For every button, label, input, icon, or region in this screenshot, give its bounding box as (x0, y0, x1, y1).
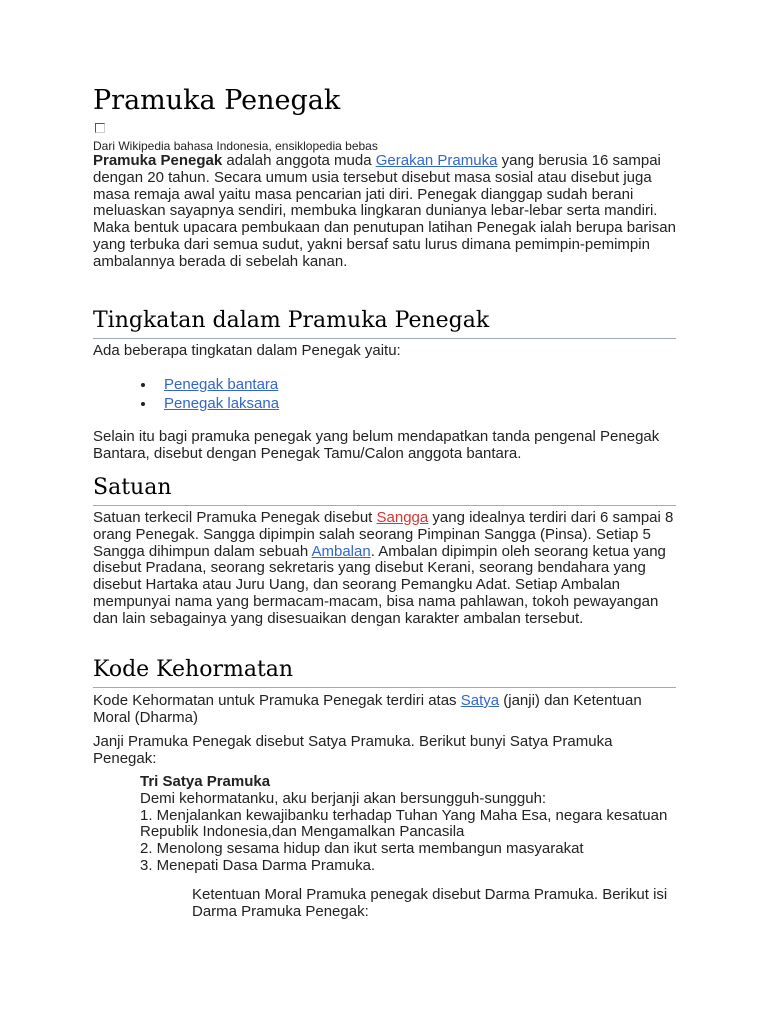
bullet-icon (141, 383, 145, 387)
list-item (93, 375, 279, 394)
darma-intro (192, 887, 676, 921)
satuan-text-cont: yang idealnya terdiri dari 6 sampai 8 orang Penegak. Sangga dipimpin salah seorang Pimpinan Sangga (Pinsa). Setiap 5 Sangga dihimpun dalam sebuah (93, 509, 674, 560)
intro-text-cont: yang berusia 16 sampai dengan 20 tahun. Secara umum usia tersebut disebut masa sosial atau disebut juga masa remaja awal yaitu masa pencarian jati diri. Penegak dianggap sudah berani meluaskan sayapnya sendiri, membuka lingkaran dunianya lebar-lebar serta mandiri. Maka bentuk upacara pembukaan dan penutupan latihan Penegak ialah berupa barisan yang terbuka dari semua sudut, yakni bersaf satu lurus dimana pemimpin-pemimpin ambalannya berada di sebelah kanan. (93, 152, 676, 270)
site-subtitle: Dari Wikipedia bahasa Indonesia, ensiklopedia bebas (93, 139, 378, 153)
tri-satya-line: Demi kehormatanku, aku berjanji akan bersungguh-sungguh: (140, 789, 547, 807)
kode-text-cont: (janji) dan Ketentuan Moral (Dharma) (93, 692, 642, 726)
link-penegak-bantara[interactable]: Penegak bantara (164, 376, 279, 393)
link-sangga[interactable]: Sangga (376, 509, 429, 526)
bullet-icon (141, 402, 145, 406)
section-heading-tingkatan: Tingkatan dalam Pramuka Penegak (93, 307, 676, 339)
intro-paragraph (93, 153, 676, 271)
link-ambalan[interactable]: Ambalan (311, 542, 371, 560)
intro-text: adalah anggota muda (222, 152, 376, 169)
link-penegak-laksana[interactable]: Penegak laksana (164, 395, 280, 412)
satuan-paragraph (93, 510, 676, 628)
tri-satya-line: 1. Menjalankan kewajibanku terhadap Tuhan Yang Maha Esa, negara kesatuan Republik Indonesia,dan Mengamalkan Pancasila (140, 806, 668, 841)
kode-paragraph-2-text: Janji Pramuka Penegak disebut Satya Pramuka. Berikut bunyi Satya Pramuka Penegak: (93, 733, 613, 767)
kode-paragraph-2 (93, 734, 676, 768)
tri-satya-line: 3. Menepati Dasa Darma Pramuka. (140, 856, 376, 874)
tri-satya-block (140, 774, 676, 875)
kode-text: Kode Kehormatan untuk Pramuka Penegak terdiri atas (93, 692, 461, 709)
satuan-text: Satuan terkecil Pramuka Penegak disebut (93, 509, 377, 526)
image-placeholder-icon (95, 123, 105, 133)
page-title: Pramuka Penegak (93, 85, 341, 116)
kode-paragraph-1 (93, 693, 676, 727)
tri-satya-title: Tri Satya Pramuka (140, 773, 271, 790)
satuan-text-end: . Ambalan dipimpin oleh seorang ketua yang disebut Pradana, seorang sekretaris yang disebut Kerani, seorang bendahara yang disebut Hartaka atau Juru Uang, dan seorang Pemangku Adat. Setiap Ambalan mempunyai nama yang bermacam-macam, bisa nama pahlawan, tokoh pewayangan dan lain sebagainya yang disesuaikan dengan karakter ambalan tersebut. (93, 542, 666, 627)
intro-bold-term: Pramuka Penegak (93, 152, 223, 169)
section-heading-kode-kehormatan: Kode Kehormatan (93, 656, 676, 688)
tingkatan-lead-text: Ada beberapa tingkatan dalam Penegak yaitu: (93, 342, 401, 359)
tingkatan-after-text: Selain itu bagi pramuka penegak yang belum mendapatkan tanda pengenal Penegak Bantara, disebut dengan Penegak Tamu/Calon anggota bantara. (93, 428, 660, 462)
link-gerakan-pramuka[interactable]: Gerakan Pramuka (375, 152, 498, 169)
tingkatan-list (93, 375, 279, 413)
tingkatan-lead (93, 343, 676, 360)
tri-satya-line: 2. Menolong sesama hidup dan ikut serta membangun masyarakat (140, 840, 584, 858)
link-satya[interactable]: Satya (460, 692, 500, 709)
section-heading-satuan: Satuan (93, 474, 676, 506)
tingkatan-after (93, 429, 676, 463)
list-item (93, 394, 279, 413)
darma-intro-text: Ketentuan Moral Pramuka penegak disebut Darma Pramuka. Berikut isi Darma Pramuka Penegak: (192, 886, 668, 920)
